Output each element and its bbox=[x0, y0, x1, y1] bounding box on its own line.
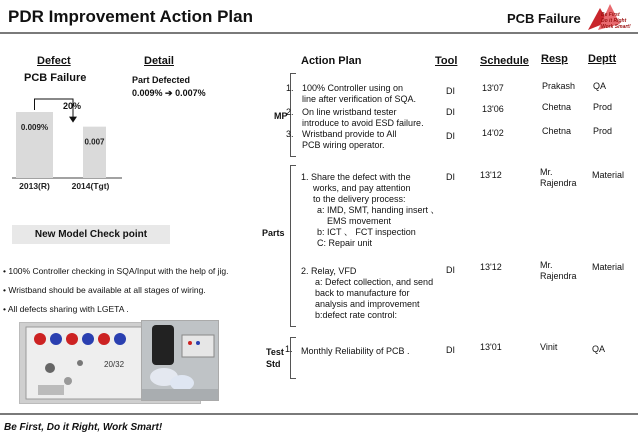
test-row-tool: DI bbox=[446, 345, 455, 355]
mp-row-3-deptt: Prod bbox=[593, 126, 613, 136]
parts-row-1-tool: DI bbox=[446, 172, 455, 182]
mp-row-1-num: 1. bbox=[286, 83, 294, 93]
group-mp-label: MP bbox=[274, 111, 288, 121]
parts-row-2-line-3: back to manufacture for bbox=[315, 288, 410, 298]
mp-row-3-text bbox=[302, 129, 396, 151]
test-label: Test bbox=[266, 347, 284, 357]
parts-row-1-line-2: works, and pay attention bbox=[313, 183, 411, 193]
col-schedule-header: Schedule bbox=[480, 55, 529, 67]
bullet-3-text: All defects sharing with LGETA . bbox=[7, 304, 129, 314]
mp-row-2-line-2: introduce to avoid ESD failure. bbox=[302, 118, 424, 128]
mp-row-1-line-2: line after verification of SQA. bbox=[302, 94, 417, 104]
mp-row-2-tool: DI bbox=[446, 107, 455, 117]
col-tool-header: Tool bbox=[435, 55, 458, 67]
footer-divider bbox=[0, 413, 638, 415]
company-logo bbox=[586, 2, 634, 32]
bullet-3: • All defects sharing with LGETA . bbox=[3, 304, 129, 314]
mp-row-3-line-1: Wristband provide to All bbox=[302, 129, 397, 139]
mp-row-3-line-2: PCB wiring operator. bbox=[302, 140, 385, 150]
parts-row-1-line-6: b: ICT 、 FCT inspection bbox=[317, 227, 416, 237]
parts-row-1-resp bbox=[540, 167, 577, 189]
logo-line-1: Be First bbox=[601, 12, 620, 18]
chart-svg bbox=[0, 95, 130, 195]
detail-line-2: 0.009% ➔ 0.007% bbox=[132, 88, 206, 98]
mp-row-1-deptt: QA bbox=[593, 81, 607, 91]
mp-row-2-deptt: Prod bbox=[593, 102, 613, 112]
mp-row-1-tool: DI bbox=[446, 86, 455, 96]
std-label: Std bbox=[266, 359, 281, 369]
parts-row-1-schedule: 13'12 bbox=[480, 170, 502, 180]
parts-row-2-schedule: 13'12 bbox=[480, 262, 502, 272]
logo-line-3: Work Smart! bbox=[601, 24, 631, 30]
mp-row-2-num: 2. bbox=[286, 107, 294, 117]
parts-row-2-resp-line-1: Mr. bbox=[540, 260, 553, 270]
parts-row-2-text bbox=[301, 266, 433, 321]
bullet-1: • 100% Controller checking in SQA/Input with the help of jig. bbox=[3, 266, 229, 276]
parts-row-2-resp bbox=[540, 260, 577, 282]
worker-photo-image bbox=[142, 321, 218, 400]
parts-row-2-deptt: Material bbox=[592, 262, 625, 272]
parts-row-2-tool: DI bbox=[446, 265, 455, 275]
parts-brace bbox=[290, 165, 296, 327]
parts-row-1-resp-line-2: Rajendra bbox=[540, 178, 577, 188]
pcb-failure-badge: PCB Failure bbox=[507, 11, 581, 26]
mp-row-2-text bbox=[302, 107, 424, 129]
mp-row-3-schedule: 14'02 bbox=[482, 128, 504, 138]
chart-category-label-2: 2014(Tgt) bbox=[71, 181, 110, 191]
parts-row-1-line-4: a: IMD, SMT, handing insert 、 bbox=[317, 205, 440, 215]
bullet-2-text: Wristband should be available at all stages of wiring. bbox=[8, 285, 206, 295]
parts-row-2-resp-line-2: Rajendra bbox=[540, 271, 577, 281]
group-parts-label: Parts bbox=[262, 228, 285, 238]
mp-row-1-resp: Prakash bbox=[542, 81, 576, 91]
parts-row-1-line-1: 1. Share the defect with the bbox=[301, 172, 411, 182]
chart-value-label-2: 0.007 bbox=[84, 137, 105, 147]
parts-row-1-deptt: Material bbox=[592, 170, 625, 180]
parts-row-2-line-4: analysis and improvement bbox=[315, 299, 420, 309]
page-title: PDR Improvement Action Plan bbox=[8, 7, 253, 26]
chart-bar-1 bbox=[16, 112, 53, 178]
footer-tagline: Be First, Do it Right, Work Smart! bbox=[4, 422, 163, 433]
chart-value-label-1: 0.009% bbox=[20, 123, 49, 132]
chart-arrow-head-icon bbox=[69, 117, 77, 123]
test-row-resp: Vinit bbox=[540, 342, 558, 352]
defect-name: PCB Failure bbox=[24, 72, 87, 84]
logo-line-2: Do it Right bbox=[601, 18, 627, 24]
parts-row-1-line-7: C: Repair unit bbox=[317, 238, 373, 248]
chart-annotation: 20% bbox=[62, 101, 82, 111]
bullet-1-text: 100% Controller checking in SQA/Input with the help of jig. bbox=[8, 266, 229, 276]
parts-row-1-text bbox=[301, 172, 440, 249]
photo-label: 20/32 bbox=[104, 360, 125, 369]
test-row-deptt: QA bbox=[592, 344, 606, 354]
chart-bar-2 bbox=[83, 127, 106, 178]
parts-row-2-line-1: 2. Relay, VFD bbox=[301, 266, 357, 276]
test-row-text: Monthly Reliability of PCB . bbox=[301, 346, 410, 356]
defect-chart bbox=[0, 95, 130, 195]
mp-row-1-text bbox=[302, 83, 416, 105]
parts-row-1-resp-line-1: Mr. bbox=[540, 167, 553, 177]
mp-row-2-line-1: On line wristband tester bbox=[302, 107, 397, 117]
col-detail-header: Detail bbox=[144, 55, 174, 67]
test-row-num: 1. bbox=[285, 344, 293, 354]
parts-row-1-line-5: EMS movement bbox=[327, 216, 392, 226]
detail-line-1: Part Defected bbox=[132, 75, 191, 85]
bullet-2: • Wristband should be available at all stages of wiring. bbox=[3, 285, 206, 295]
mp-row-3-tool: DI bbox=[446, 131, 455, 141]
parts-row-2-line-2: a: Defect collection, and send bbox=[315, 277, 434, 287]
chart-category-label-1: 2013(R) bbox=[19, 181, 50, 191]
worker-photo bbox=[141, 320, 219, 401]
mp-row-1-line-1: 100% Controller using on bbox=[302, 83, 404, 93]
col-action-plan-header: Action Plan bbox=[301, 55, 362, 67]
mp-row-2-resp: Chetna bbox=[542, 102, 572, 112]
test-row-schedule: 13'01 bbox=[480, 342, 502, 352]
col-deptt-header: Deptt bbox=[588, 53, 617, 65]
parts-row-1-line-3: to the delivery process: bbox=[313, 194, 406, 204]
col-defect-header: Defect bbox=[37, 55, 71, 67]
col-resp-header: Resp bbox=[541, 53, 568, 65]
mp-row-1-schedule: 13'07 bbox=[482, 83, 504, 93]
mp-row-2-schedule: 13'06 bbox=[482, 104, 504, 114]
parts-row-2-line-5: b:defect rate control: bbox=[315, 310, 398, 320]
group-test-std-label bbox=[266, 346, 284, 370]
new-model-checkpoint-label: New Model Check point bbox=[12, 225, 170, 244]
mp-row-3-resp: Chetna bbox=[542, 126, 572, 136]
mp-row-3-num: 3. bbox=[286, 129, 294, 139]
logo-text bbox=[601, 12, 631, 30]
